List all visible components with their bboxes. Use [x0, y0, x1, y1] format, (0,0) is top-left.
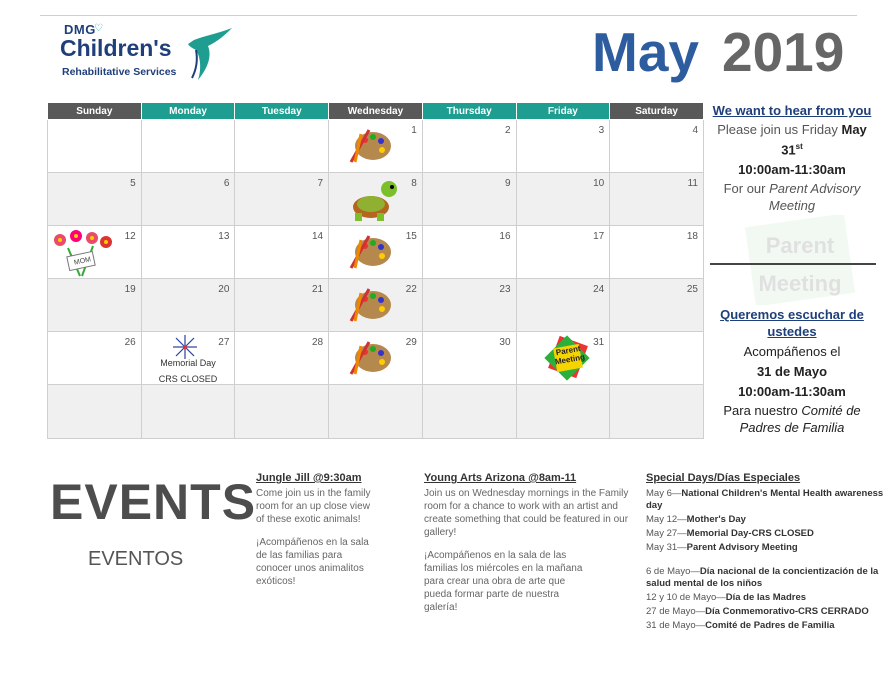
- weekday-wednesday: Wednesday: [329, 103, 423, 120]
- day-cell[interactable]: [422, 332, 516, 385]
- day-number: 14: [311, 231, 324, 242]
- week-row: [48, 173, 704, 226]
- day-number: 1: [411, 125, 417, 136]
- day-number: 31: [593, 337, 605, 348]
- special-day-date: May 6—: [646, 488, 682, 499]
- events-title: EVENTS: [50, 474, 257, 530]
- special-day-item: [646, 528, 886, 540]
- sidebar-for-es: Para nuestro: [723, 403, 798, 418]
- weekday-monday: Monday: [141, 103, 235, 120]
- day-cell[interactable]: [141, 279, 235, 332]
- special-day-name: National Children's Mental Health awareness day: [646, 488, 884, 511]
- weekday-tuesday: Tuesday: [235, 103, 329, 120]
- watermark-text-1: Parent: [765, 233, 835, 258]
- logo-dmg: DMG: [64, 22, 96, 37]
- special-day-name: Parent Advisory Meeting: [686, 542, 798, 553]
- day-number: 22: [405, 284, 417, 295]
- day-cell[interactable]: [235, 279, 329, 332]
- day-cell[interactable]: [329, 332, 423, 385]
- day-number: 3: [598, 125, 605, 136]
- day-number: 13: [218, 231, 230, 242]
- sidebar-date-es: 31 de Mayo: [756, 364, 828, 379]
- special-days: [646, 472, 886, 634]
- day-cell[interactable]: [235, 226, 329, 279]
- sidebar-heading-en: We want to hear from you: [712, 103, 872, 118]
- sidebar-meeting-en: Parent Advisory Meeting: [768, 181, 861, 214]
- day-cell[interactable]: [141, 173, 235, 226]
- special-day-item: [646, 514, 886, 526]
- weekday-saturday: Saturday: [610, 103, 704, 120]
- day-cell[interactable]: [48, 120, 142, 173]
- day-cell[interactable]: [329, 226, 423, 279]
- jungle-jill-desc-es: ¡Acompáñenos en la sala de las familias para conocer unos animalitos exóticos!: [256, 537, 369, 587]
- special-day-name-es: Día Conmemorativo-CRS CERRADO: [705, 606, 869, 617]
- day-cell[interactable]: [235, 385, 329, 439]
- weekday-sunday: Sunday: [48, 103, 142, 120]
- day-number: 26: [124, 337, 136, 348]
- year-title: 2019: [722, 21, 845, 83]
- day-number: 24: [593, 284, 605, 295]
- day-cell[interactable]: [329, 120, 423, 173]
- day-number: 12: [124, 231, 136, 242]
- day-cell[interactable]: [141, 120, 235, 173]
- sidebar-heading-es: Queremos escuchar de ustedes: [720, 307, 864, 339]
- special-day-name-es: Comité de Padres de Familia: [705, 620, 835, 631]
- day-number: 15: [405, 231, 417, 242]
- day-cell[interactable]: [422, 385, 516, 439]
- day-cell[interactable]: [235, 173, 329, 226]
- day-number: 19: [124, 284, 136, 295]
- art-palette-icon: [347, 126, 393, 164]
- day-number: 18: [686, 231, 698, 242]
- sidebar-announcement-es: [708, 306, 876, 436]
- day-number: 9: [504, 178, 511, 189]
- day-cell[interactable]: [610, 173, 704, 226]
- day-cell[interactable]: [516, 120, 610, 173]
- day-number: 2: [504, 125, 511, 136]
- fireworks-icon: [170, 334, 200, 360]
- memorial-day-label: Memorial Day: [160, 358, 216, 368]
- mom-label: MOM: [73, 256, 92, 267]
- special-day-date-es: 31 de Mayo—: [646, 620, 706, 631]
- sidebar-join-en: Please join us Friday: [717, 122, 838, 137]
- day-cell[interactable]: [516, 385, 610, 439]
- heart-icon: ♡: [94, 23, 103, 34]
- week-row: [48, 279, 704, 332]
- young-arts-heading: Young Arts Arizona @8am-11: [424, 472, 577, 484]
- day-number: 28: [311, 337, 324, 348]
- special-days-heading: Special Days/Días Especiales: [646, 472, 801, 484]
- day-number: 23: [499, 284, 511, 295]
- special-day-item: [646, 542, 886, 554]
- day-number: 21: [311, 284, 324, 295]
- weekday-thursday: Thursday: [422, 103, 516, 120]
- day-cell[interactable]: [329, 385, 423, 439]
- special-day-item-es: [646, 620, 886, 632]
- day-cell[interactable]: [516, 279, 610, 332]
- turtle-icon: [349, 177, 401, 223]
- day-cell[interactable]: [422, 279, 516, 332]
- day-cell[interactable]: [48, 385, 142, 439]
- day-cell[interactable]: [329, 279, 423, 332]
- weekday-friday: Friday: [516, 103, 610, 120]
- young-arts-desc-es: ¡Acompáñenos en la sala de las familias los miércoles en la mañana para crear una obra de arte que pueda formar parte de nuestra galería!: [424, 550, 583, 613]
- day-number: 6: [223, 178, 230, 189]
- day-cell[interactable]: [48, 173, 142, 226]
- flowers-icon: [48, 228, 118, 278]
- day-cell[interactable]: [48, 279, 142, 332]
- sidebar-join-es: Acompáñenos el: [743, 344, 841, 359]
- young-arts-desc-en: Join us on Wednesday mornings in the Family room for a chance to work with an artist and create something that could be featured in our gallery!: [424, 488, 629, 538]
- month-title: May: [592, 21, 699, 83]
- special-day-name-es: Día de las Madres: [725, 592, 807, 603]
- day-cell[interactable]: [516, 173, 610, 226]
- day-cell[interactable]: [610, 226, 704, 279]
- watermark-text-2: Meeting: [758, 271, 842, 296]
- day-cell[interactable]: [48, 332, 142, 385]
- day-number: 10: [593, 178, 605, 189]
- special-day-item-es: [646, 592, 886, 604]
- art-palette-icon: [347, 285, 393, 323]
- sidebar-meeting-es: Comité de Padres de Familia: [739, 403, 861, 435]
- week-row-blank: [48, 385, 704, 439]
- day-number: 29: [405, 337, 417, 348]
- day-cell[interactable]: [610, 332, 704, 385]
- young-arts-event: [424, 472, 632, 614]
- day-cell[interactable]: [610, 385, 704, 439]
- hummingbird-icon: [186, 26, 236, 82]
- parent-meeting-sticker-label: Parent Meeting: [553, 343, 586, 367]
- art-palette-icon: [347, 232, 393, 270]
- day-number: 30: [499, 337, 511, 348]
- day-cell[interactable]: [329, 173, 423, 226]
- logo-name: Children's: [60, 35, 172, 61]
- crs-closed-label: CRS CLOSED: [158, 374, 218, 384]
- day-number: 4: [692, 125, 698, 136]
- art-palette-icon: [347, 338, 393, 376]
- day-cell[interactable]: [141, 374, 235, 439]
- day-cell[interactable]: [235, 120, 329, 173]
- day-cell[interactable]: [516, 226, 610, 279]
- day-number: 25: [686, 284, 698, 295]
- day-cell[interactable]: [141, 226, 235, 279]
- sidebar-date-sup: st: [795, 142, 803, 151]
- dmg-logo: [60, 22, 240, 84]
- special-day-name-es: Día nacional de la concientización de la salud mental de los niños: [646, 566, 879, 589]
- day-cell[interactable]: [48, 226, 142, 279]
- special-day-date: May 27—: [646, 528, 687, 539]
- special-day-name: Memorial Day-CRS CLOSED: [686, 528, 814, 539]
- jungle-jill-desc-en: Come join us in the family room for an up close view of these exotic animals!: [256, 488, 371, 525]
- week-row: [48, 120, 704, 173]
- day-number: 16: [499, 231, 511, 242]
- day-number: 27: [218, 337, 230, 348]
- special-day-date: May 31—: [646, 542, 687, 553]
- day-cell[interactable]: [235, 332, 329, 385]
- special-day-item-es: [646, 606, 886, 618]
- day-cell[interactable]: [422, 173, 516, 226]
- special-day-date-es: 27 de Mayo—: [646, 606, 706, 617]
- events-title-es: EVENTOS: [88, 548, 184, 570]
- jungle-jill-heading: Jungle Jill @9:30am: [256, 472, 362, 484]
- top-divider: [40, 15, 857, 16]
- weekday-header-row: [48, 103, 704, 120]
- week-row: [48, 226, 704, 279]
- special-day-date: May 12—: [646, 514, 687, 525]
- day-number: 17: [593, 231, 605, 242]
- special-day-item-es: [646, 566, 886, 590]
- sidebar-for-en: For our: [723, 181, 766, 197]
- sidebar-time-es: 10:00am-11:30am: [738, 384, 846, 399]
- day-number: 5: [130, 178, 136, 189]
- day-cell[interactable]: [422, 120, 516, 173]
- day-number: 11: [687, 178, 698, 189]
- special-day-name: Mother's Day: [686, 514, 746, 525]
- day-number: 7: [317, 178, 324, 189]
- day-cell[interactable]: [516, 332, 610, 385]
- sidebar-divider: [710, 263, 876, 265]
- special-day-date-es: 12 y 10 de Mayo—: [646, 592, 726, 603]
- day-number: 8: [411, 178, 417, 189]
- jungle-jill-event: [256, 472, 374, 588]
- sidebar-announcement: [708, 102, 876, 214]
- special-day-date-es: 6 de Mayo—: [646, 566, 700, 577]
- sidebar-date-en: May 31: [781, 122, 867, 158]
- logo-subtitle: Rehabilitative Services: [62, 66, 177, 78]
- day-cell[interactable]: [610, 279, 704, 332]
- day-number: 20: [218, 284, 230, 295]
- day-cell[interactable]: [610, 120, 704, 173]
- special-day-item: [646, 488, 886, 512]
- parent-meeting-watermark: [720, 215, 880, 305]
- calendar-grid: [47, 102, 704, 439]
- sidebar-time-en: 10:00am-11:30am: [738, 162, 846, 178]
- day-cell[interactable]: [422, 226, 516, 279]
